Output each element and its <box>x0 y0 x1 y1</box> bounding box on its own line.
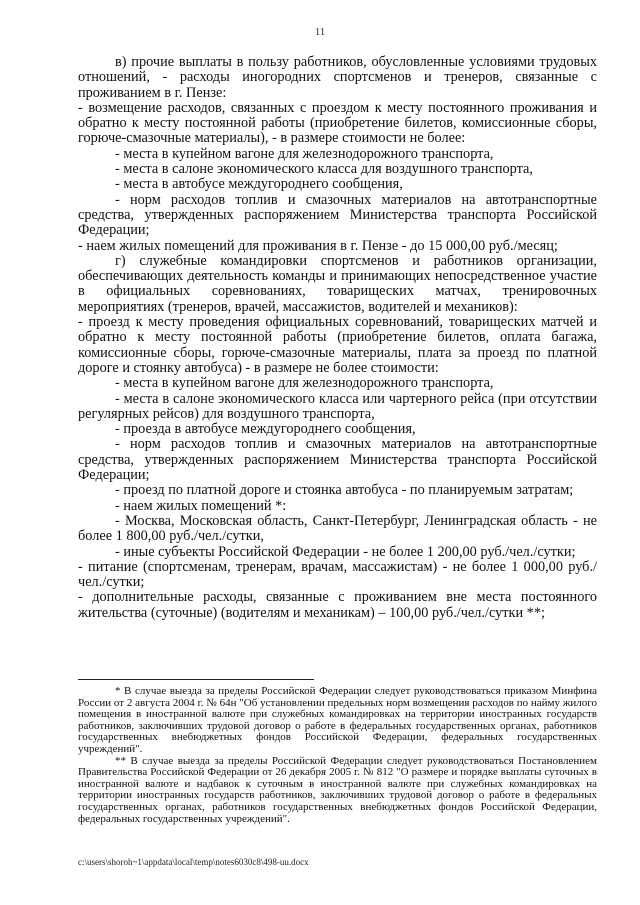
paragraph: - места в автобусе междугороднего сообщения, <box>115 176 403 193</box>
footnote-divider <box>78 679 314 680</box>
paragraph: - наем жилых помещений для проживания в г. Пензе - до 15 000,00 руб./месяц; <box>78 237 558 254</box>
page-number: 11 <box>314 26 326 38</box>
paragraph: - места в салоне экономического класса или чартерного рейса (при отсутствии регулярных рейсов) для воздушного транспорта, <box>78 390 597 422</box>
paragraph: - проезд по платной дороге и стоянка автобуса - по планируемым затратам; <box>115 482 574 499</box>
paragraph: - питание (спортсменам, тренерам, врачам, массажистам) - не более 1 000,00 руб./чел./сутки; <box>78 558 597 591</box>
paragraph: - наем жилых помещений *: <box>115 497 287 514</box>
paragraph: - проезд к месту проведения официальных соревнований, товарищеских матчей и обратно к месту постоянной работы (приобретение билетов, оплата багажа, комиссионные сборы, горюче-смазочные материалы, плата за проезд по платной дороге и стоянку автобуса) - в размере не более стоимости: <box>78 314 597 376</box>
paragraph: - места в купейном вагоне для железнодорожного транспорта, <box>115 375 494 392</box>
paragraph: - дополнительные расходы, связанные с проживанием вне места постоянного жительства (суточные) (водителям и механикам) – 100,00 руб./чел./сутки **; <box>78 589 597 621</box>
paragraph: - проезда в автобусе междугороднего сообщения, <box>115 421 416 438</box>
footnotes <box>78 686 597 825</box>
paragraph: - места в купейном вагоне для железнодорожного транспорта, <box>115 145 494 162</box>
paragraph: - места в салоне экономического класса для воздушного транспорта, <box>115 161 533 178</box>
document-body <box>78 55 597 621</box>
footnote: * В случае выезда за пределы Российской Федерации следует руководствоваться приказом Минфина России от 2 августа 2004 г. № 64н "Об установлении предельных норм возмещения расходов по найму жилого помещения в иностранной валюте при служебных командировках на территории иностранных государств работников, заключивших трудовой договор о работе в федеральных государственных органах, работников государственных внебюджетных фондов Российской Федерации, федеральных государственных учреждений". <box>78 685 597 755</box>
paragraph: - норм расходов топлив и смазочных материалов на автотранспортные средства, утвержденных распоряжением Министерства транспорта Российской Федерации; <box>78 191 597 239</box>
paragraph: - иные субъекты Российской Федерации - не более 1 200,00 руб./чел./сутки; <box>115 543 576 560</box>
paragraph: - возмещение расходов, связанных с проездом к месту постоянного проживания и обратно к месту постоянной работы (приобретение билетов, комиссионные сборы, горюче-смазочные материалы), - в размере стоимости не более: <box>78 99 597 147</box>
footnote: ** В случае выезда за пределы Российской Федерации следует руководствоваться Постановлением Правительства Российской Федерации от 26 декабря 2005 г. № 812 "О размере и порядке выплаты суточных в иностранной валюте и надбавок к суточным в иностранной валюте при служебных командировках на территории иностранных государств работников, заключивших трудовой договор о работе в федеральных государственных органах, работников государственных внебюджетных фондов Российской Федерации, федеральных государственных учреждений". <box>78 754 597 825</box>
paragraph: в) прочие выплаты в пользу работников, обусловленные условиями трудовых отношений, - расходы иногородних спортсменов и тренеров, связанные с проживанием в г. Пензе: <box>78 54 597 101</box>
paragraph: г) служебные командировки спортсменов и работников организации, обеспечивающих деятельность команды и принимающих непосредственное участие в официальных соревнованиях, товарищеских матчах, тренировочных мероприятиях (тренеров, врачей, массажистов, водителей и механиков): <box>78 252 597 315</box>
paragraph: - Москва, Московская область, Санкт-Петербург, Ленинградская область - не более 1 800,00 руб./чел./сутки, <box>78 512 597 545</box>
paragraph: - норм расходов топлив и смазочных материалов на автотранспортные средства, утвержденных распоряжением Министерства транспорта Российской Федерации; <box>78 436 597 484</box>
file-path: c:\users\shoroh~1\appdata\local\temp\notes6030c8\498-uu.docx <box>78 857 309 867</box>
